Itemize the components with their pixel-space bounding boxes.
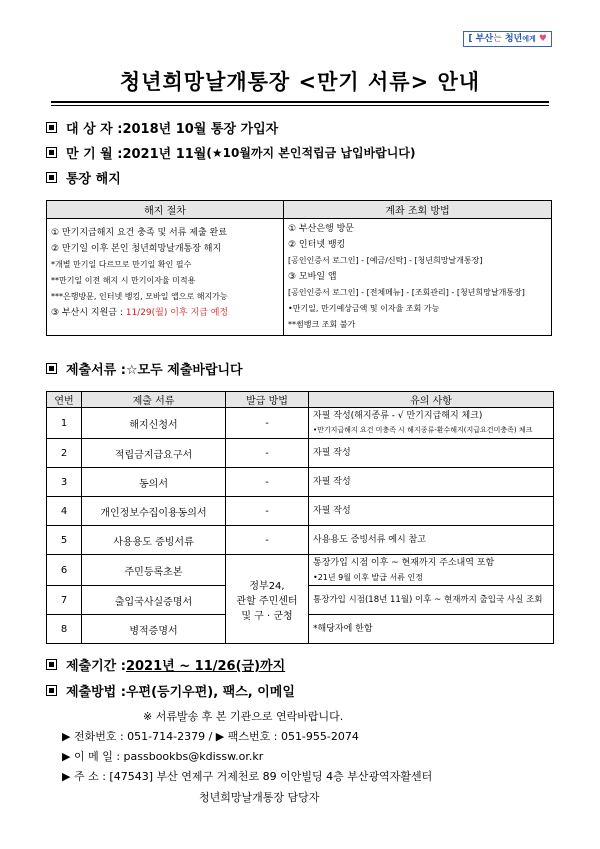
cancel-table-header: 계좌 조회 방법	[284, 201, 552, 219]
title-divider	[51, 101, 549, 106]
documents-table	[46, 391, 554, 644]
bullet-square-icon	[46, 172, 57, 183]
docs-heading: 제출서류 : ☆모두 제출바랍니다	[46, 359, 243, 378]
bullet-square-icon	[46, 685, 57, 696]
table-row: 4 개인정보수집이용동의서 - 자필 작성	[47, 497, 554, 526]
table-row: 6 주민등록초본 정부24, 관할 주민센터 및 구 · 군청 통장가입 시점 이후 ~ 현재까지 주소내역 포함 •21년 9월 이후 발급 서류 인정	[47, 555, 554, 586]
maturity-line: 만 기 월 : 2021년 11월 (★10월까지 본인적립금 납입바랍니다)	[46, 143, 415, 162]
bullet-square-icon	[46, 147, 57, 158]
cancel-table	[46, 200, 552, 336]
docs-table-header: 발급 방법	[226, 392, 309, 408]
table-row: 3 동의서 - 자필 작성	[47, 468, 554, 497]
table-row: 8 병적증명서 *해당자에 한함	[47, 615, 554, 644]
table-row: 1 해지신청서 - 자필 작성(해지종류 - √ 만기지급해지 체크) •만기지급해지 요건 미충족 시 해지종류-환수해지(지급요건미충족) 체크	[47, 408, 554, 439]
docs-table-header: 연번	[47, 392, 82, 408]
bullet-square-icon	[46, 659, 57, 670]
docs-table-header: 유의 사항	[309, 392, 554, 408]
payment-date-highlight: 11/29(월) 이후 지급 예정	[125, 308, 229, 318]
email-line: ▶ 이 메 일 : passbookbs@kdissw.or.kr	[62, 750, 264, 763]
contact-note: ※ 서류발송 후 본 기관으로 연락바랍니다.	[143, 710, 344, 723]
table-row: 7 출입국사실증명서 통장가입 시점(18년 11월) 이후 ~ 현재까지 출입국 사실 조회	[47, 586, 554, 615]
table-row: 2 적립금지급요구서 - 자필 작성	[47, 439, 554, 468]
target-line: 대 상 자 : 2018년 10월 통장 가입자	[46, 118, 278, 137]
bullet-square-icon	[46, 122, 57, 133]
method-line: 제출방법 : 우편(등기우편), 팩스, 이메일	[46, 681, 295, 700]
contact-person: 청년희망날개통장 담당자	[199, 791, 320, 804]
cancel-table-header: 해지 절차	[47, 201, 284, 219]
cancel-procedure-cell: ① 만기지급해지 요건 충족 및 서류 제출 완료 ② 만기일 이후 본인 청년희망날개통장 해지 *개별 만기일 다르므로 만기일 확인 필수 **만기일 이전 해지 시 만기이자율 미적용 ***은행방문, 인터넷 뱅킹, 모바일 앱으로 해지가능 ③ 부산시 지원금 : 11/29(월) 이후 지급 예정	[47, 219, 284, 336]
phone-fax-line: ▶ 전화번호 : 051-714-2379 / ▶ 팩스번호 : 051-955-2074	[62, 730, 359, 743]
docs-table-header: 제출 서류	[82, 392, 226, 408]
issuance-method-merged: 정부24, 관할 주민센터 및 구 · 군청	[226, 555, 309, 644]
account-inquiry-cell: ① 부산은행 방문 ② 인터넷 뱅킹 [공인인증서 로그인] - [예금/신탁] - [청년희망날개통장] ③ 모바일 앱 [공인인증서 로그인] - [전체메뉴] - [조회관리] - [청년희망날개통장] •만기일, 만기예상금액 및 이자율 조회 가능 **썸뱅크 조회 불가	[284, 219, 552, 336]
page-title: 청년희망날개통장 <만기 서류> 안내	[119, 70, 481, 94]
table-row: 5 사용용도 증빙서류 - 사용용도 증빙서류 예시 참고	[47, 526, 554, 555]
heart-icon: ♥	[538, 34, 547, 44]
cancel-heading: 통장 해지	[46, 168, 121, 187]
period-line: 제출기간 : 2021년 ~ 11/26(금)까지	[46, 655, 285, 674]
busan-youth-logo: [ 부산는 청년에게 ♥	[463, 31, 552, 47]
bullet-square-icon	[46, 363, 57, 374]
address-line: ▶ 주 소 : [47543] 부산 연제구 거제천로 89 이안빌딩 4층 부산광역자활센터	[62, 770, 433, 783]
